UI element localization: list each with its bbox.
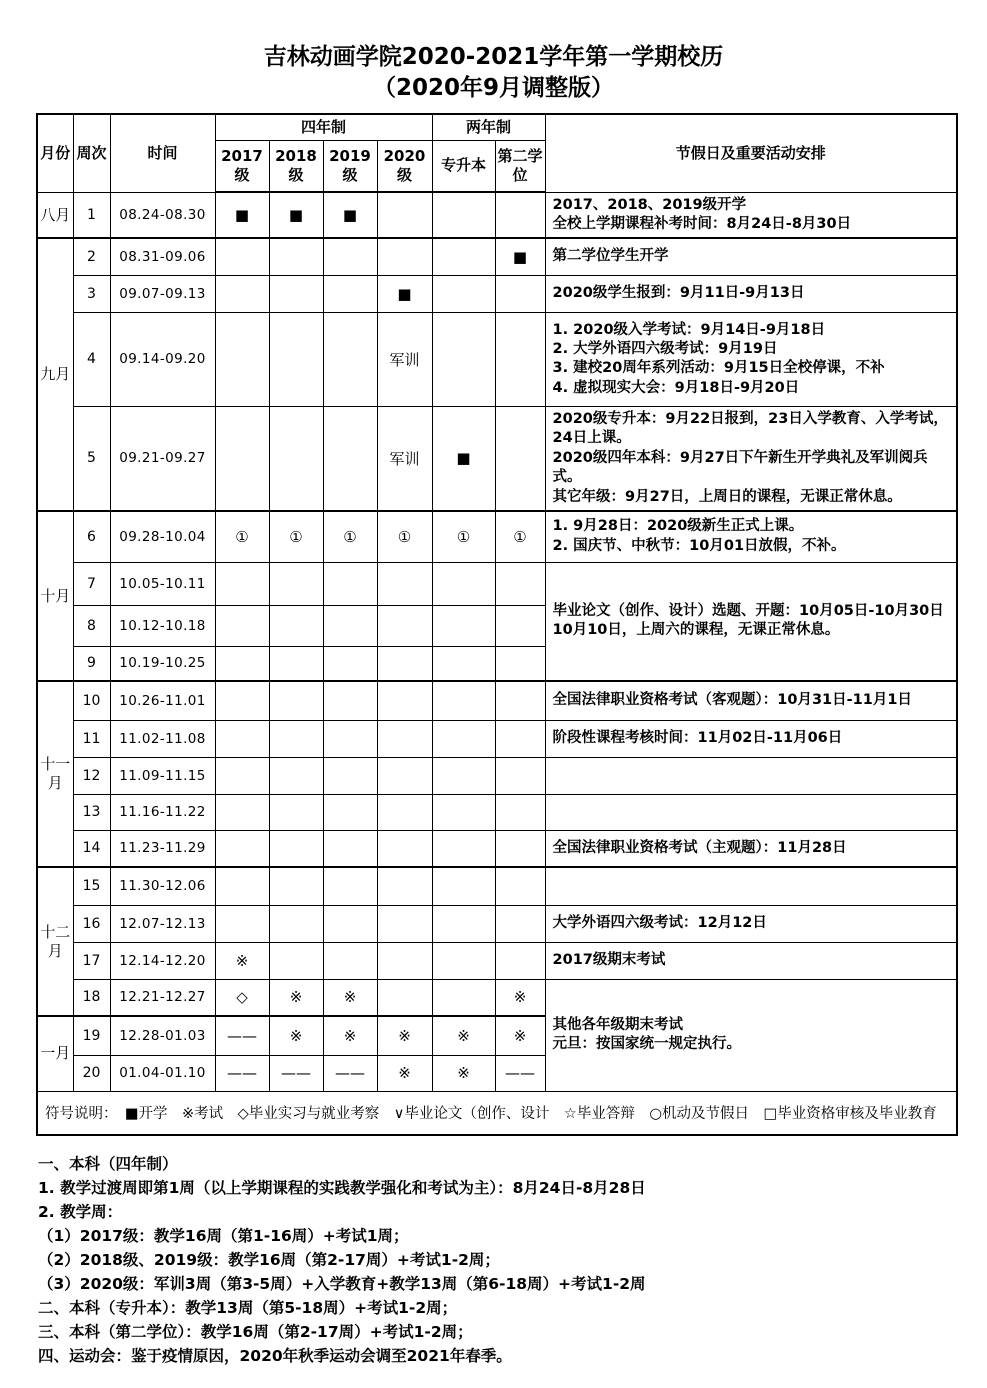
time-cell: 01.04-01.10 — [110, 1055, 215, 1091]
grade-mark-cell: 军训 — [377, 406, 432, 511]
grade-mark-cell — [377, 830, 432, 867]
grade-mark-cell — [215, 312, 269, 406]
note-cell — [545, 867, 957, 905]
grade-mark-cell: ① — [432, 511, 495, 562]
header-grade-2017级: 2017级 — [215, 140, 269, 192]
grade-mark-cell — [323, 238, 377, 275]
grade-mark-cell — [432, 681, 495, 720]
calendar-row-week-14 — [37, 830, 957, 867]
calendar-row-week-11 — [37, 720, 957, 757]
footnote-line: （1）2017级：教学16周（第1-16周）+考试1周； — [38, 1227, 409, 1246]
time-cell: 11.16-11.22 — [110, 794, 215, 830]
week-cell: 8 — [73, 605, 110, 646]
grade-mark-cell — [215, 605, 269, 646]
grade-mark-cell: ※ — [377, 1055, 432, 1091]
month-cell: 十二月 — [37, 867, 73, 1016]
grade-mark-cell: ■ — [269, 192, 323, 238]
grade-mark-cell: ※ — [323, 1016, 377, 1055]
grade-mark-cell — [495, 794, 545, 830]
time-cell: 08.31-09.06 — [110, 238, 215, 275]
calendar-table — [36, 113, 958, 1136]
grade-mark-cell — [269, 312, 323, 406]
footnote-line: 三、本科（第二学位）：教学16周（第2-17周）+考试1-2周； — [38, 1323, 473, 1342]
header-four-year: 四年制 — [215, 114, 432, 140]
grade-mark-cell: ※ — [269, 979, 323, 1016]
note-line: 3. 建校20周年系列活动：9月15日全校停课，不补 — [552, 360, 885, 377]
grade-mark-cell — [323, 275, 377, 312]
header-week: 周次 — [73, 114, 110, 192]
grade-mark-cell — [377, 867, 432, 905]
grade-mark-cell — [269, 562, 323, 605]
note-line: 第二学位学生开学 — [552, 248, 669, 265]
header-month: 月份 — [37, 114, 73, 192]
grade-mark-cell — [495, 562, 545, 605]
calendar-row-week-16 — [37, 905, 957, 942]
legend-cell: 符号说明： ■开学 ※考试 ◇毕业实习与就业考察 ∨毕业论文（创作、设计 ☆毕业答辩 ○机动及节假日 □毕业资格审核及毕业教育 — [37, 1091, 957, 1135]
time-cell: 09.28-10.04 — [110, 511, 215, 562]
note-cell — [545, 794, 957, 830]
note-line: 2020级四年本科：9月27日下午新生开学典礼及军训阅兵式。 — [552, 449, 928, 486]
grade-mark-cell — [215, 905, 269, 942]
note-line: 阶段性课程考核时间：11月02日-11月06日 — [552, 729, 843, 746]
note-line: 元旦：按国家统一规定执行。 — [552, 1036, 742, 1053]
grade-mark-cell: ※ — [432, 1055, 495, 1091]
grade-mark-cell — [495, 757, 545, 794]
week-cell: 1 — [73, 192, 110, 238]
grade-mark-cell — [215, 757, 269, 794]
grade-mark-cell — [215, 406, 269, 511]
time-cell: 12.14-12.20 — [110, 942, 215, 979]
time-cell: 10.19-10.25 — [110, 646, 215, 681]
week-cell: 4 — [73, 312, 110, 406]
grade-mark-cell — [323, 757, 377, 794]
note-cell — [545, 830, 957, 867]
grade-mark-cell — [269, 905, 323, 942]
grade-mark-cell: ※ — [377, 1016, 432, 1055]
calendar-row-week-4 — [37, 312, 957, 406]
week-cell: 18 — [73, 979, 110, 1016]
grade-mark-cell: ※ — [495, 1016, 545, 1055]
note-cell — [545, 562, 957, 681]
grade-mark-cell — [377, 757, 432, 794]
grade-mark-cell — [215, 867, 269, 905]
calendar-body — [37, 192, 957, 1135]
calendar-row-week-6 — [37, 511, 957, 562]
month-cell: 一月 — [37, 1016, 73, 1091]
note-cell — [545, 681, 957, 720]
grade-mark-cell — [269, 646, 323, 681]
grade-mark-cell — [323, 867, 377, 905]
note-cell — [545, 905, 957, 942]
time-cell: 11.09-11.15 — [110, 757, 215, 794]
grade-mark-cell — [432, 830, 495, 867]
note-line: 其他各年级期末考试 — [552, 1016, 684, 1033]
footnote-line: （3）2020级：军训3周（第3-5周）+入学教育+教学13周（第6-18周）+考试1-2周 — [38, 1275, 646, 1294]
week-cell: 5 — [73, 406, 110, 511]
calendar-row-week-2 — [37, 238, 957, 275]
grade-mark-cell — [377, 192, 432, 238]
grade-mark-cell: ◇ — [215, 979, 269, 1016]
grade-mark-cell — [432, 562, 495, 605]
note-line: 2020级专升本：9月22日报到，23日入学教育、入学考试，24日上课。 — [552, 410, 948, 447]
grade-mark-cell — [432, 942, 495, 979]
grade-mark-cell — [432, 720, 495, 757]
week-cell: 16 — [73, 905, 110, 942]
note-cell — [545, 312, 957, 406]
grade-mark-cell — [215, 830, 269, 867]
note-line: 2. 大学外语四六级考试：9月19日 — [552, 341, 778, 358]
week-cell: 9 — [73, 646, 110, 681]
note-line: 1. 9月28日：2020级新生正式上课。 — [552, 518, 804, 535]
note-cell — [545, 757, 957, 794]
grade-mark-cell — [323, 406, 377, 511]
week-cell: 11 — [73, 720, 110, 757]
header-col-0: 专升本 — [432, 140, 495, 192]
note-line: 1. 2020级入学考试：9月14日-9月18日 — [552, 321, 826, 338]
grade-mark-cell — [495, 942, 545, 979]
week-cell: 6 — [73, 511, 110, 562]
grade-mark-cell — [323, 312, 377, 406]
footnote-line: 2. 教学周： — [38, 1203, 123, 1222]
note-cell — [545, 238, 957, 275]
time-cell: 10.26-11.01 — [110, 681, 215, 720]
grade-mark-cell — [432, 275, 495, 312]
grade-mark-cell — [269, 406, 323, 511]
note-line: 大学外语四六级考试：12月12日 — [552, 914, 767, 931]
grade-mark-cell: ※ — [432, 1016, 495, 1055]
grade-mark-cell — [495, 312, 545, 406]
time-cell: 10.12-10.18 — [110, 605, 215, 646]
grade-mark-cell — [432, 312, 495, 406]
grade-mark-cell — [269, 942, 323, 979]
grade-mark-cell — [495, 406, 545, 511]
note-cell — [545, 406, 957, 511]
grade-mark-cell — [432, 979, 495, 1016]
page-title — [0, 0, 987, 104]
week-cell: 17 — [73, 942, 110, 979]
grade-mark-cell — [323, 605, 377, 646]
note-line: 2017、2018、2019级开学 — [552, 196, 747, 213]
grade-mark-cell — [495, 830, 545, 867]
week-cell: 2 — [73, 238, 110, 275]
calendar-row-week-1 — [37, 192, 957, 238]
grade-mark-cell — [495, 681, 545, 720]
month-cell: 八月 — [37, 192, 73, 238]
grade-mark-cell: ※ — [269, 1016, 323, 1055]
grade-mark-cell — [215, 681, 269, 720]
grade-mark-cell: ① — [495, 511, 545, 562]
grade-mark-cell: ※ — [323, 979, 377, 1016]
grade-mark-cell — [432, 646, 495, 681]
week-cell: 15 — [73, 867, 110, 905]
grade-mark-cell — [377, 646, 432, 681]
grade-mark-cell — [215, 720, 269, 757]
grade-mark-cell — [377, 794, 432, 830]
calendar-row-week-13 — [37, 794, 957, 830]
grade-mark-cell — [495, 867, 545, 905]
month-cell: 十一月 — [37, 681, 73, 867]
grade-mark-cell — [269, 720, 323, 757]
note-cell — [545, 720, 957, 757]
time-cell: 09.14-09.20 — [110, 312, 215, 406]
time-cell: 12.21-12.27 — [110, 979, 215, 1016]
grade-mark-cell — [323, 720, 377, 757]
header-grade-2018级: 2018级 — [269, 140, 323, 192]
calendar-row-week-5 — [37, 406, 957, 511]
grade-mark-cell — [215, 238, 269, 275]
grade-mark-cell — [323, 646, 377, 681]
calendar-row-week-17 — [37, 942, 957, 979]
grade-mark-cell — [269, 681, 323, 720]
grade-mark-cell: —— — [215, 1016, 269, 1055]
grade-mark-cell — [215, 275, 269, 312]
grade-mark-cell — [495, 275, 545, 312]
grade-mark-cell: ① — [215, 511, 269, 562]
week-cell: 7 — [73, 562, 110, 605]
footnotes — [38, 1152, 948, 1368]
note-line: 4. 虚拟现实大会：9月18日-9月20日 — [552, 379, 800, 396]
footnote-line: 二、本科（专升本）：教学13周（第5-18周）+考试1-2周； — [38, 1299, 458, 1318]
grade-mark-cell — [377, 905, 432, 942]
grade-mark-cell — [377, 942, 432, 979]
grade-mark-cell: —— — [323, 1055, 377, 1091]
grade-mark-cell — [377, 979, 432, 1016]
grade-mark-cell — [323, 942, 377, 979]
calendar-row-week-12 — [37, 757, 957, 794]
note-line: 2020级学生报到：9月11日-9月13日 — [552, 285, 805, 302]
grade-mark-cell — [215, 646, 269, 681]
grade-mark-cell — [269, 238, 323, 275]
legend-row — [37, 1091, 957, 1135]
note-cell — [545, 511, 957, 562]
note-line: 2. 国庆节、中秋节：10月01日放假，不补。 — [552, 537, 846, 554]
time-cell: 09.21-09.27 — [110, 406, 215, 511]
grade-mark-cell — [495, 605, 545, 646]
week-cell: 3 — [73, 275, 110, 312]
grade-mark-cell — [215, 794, 269, 830]
week-cell: 10 — [73, 681, 110, 720]
footnote-line: （2）2018级、2019级：教学16周（第2-17周）+考试1-2周； — [38, 1251, 500, 1270]
grade-mark-cell — [323, 905, 377, 942]
grade-mark-cell: ■ — [495, 238, 545, 275]
grade-mark-cell — [432, 757, 495, 794]
grade-mark-cell: ■ — [215, 192, 269, 238]
note-cell — [545, 275, 957, 312]
time-cell: 10.05-10.11 — [110, 562, 215, 605]
note-line: 其它年级：9月27日，上周日的课程，无课正常休息。 — [552, 488, 902, 505]
note-line: 全国法律职业资格考试（客观题）：10月31日-11月1日 — [552, 692, 912, 709]
grade-mark-cell — [377, 238, 432, 275]
grade-mark-cell: ① — [377, 511, 432, 562]
grade-mark-cell — [323, 681, 377, 720]
header-grade-2019级: 2019级 — [323, 140, 377, 192]
grade-mark-cell — [269, 605, 323, 646]
time-cell: 12.07-12.13 — [110, 905, 215, 942]
note-line: 毕业论文（创作、设计）选题、开题：10月05日-10月30日 — [552, 602, 944, 619]
header-two-year: 两年制 — [432, 114, 545, 140]
time-cell: 12.28-01.03 — [110, 1016, 215, 1055]
grade-mark-cell — [323, 562, 377, 605]
grade-mark-cell — [432, 605, 495, 646]
grade-mark-cell: ■ — [323, 192, 377, 238]
calendar-head — [37, 114, 957, 192]
grade-mark-cell — [269, 830, 323, 867]
grade-mark-cell — [495, 192, 545, 238]
grade-mark-cell — [323, 830, 377, 867]
header-grade-2020级: 2020级 — [377, 140, 432, 192]
time-cell: 09.07-09.13 — [110, 275, 215, 312]
grade-mark-cell: ■ — [432, 406, 495, 511]
grade-mark-cell — [269, 867, 323, 905]
grade-mark-cell — [495, 720, 545, 757]
week-cell: 13 — [73, 794, 110, 830]
time-cell: 11.23-11.29 — [110, 830, 215, 867]
note-line: 2017级期末考试 — [552, 951, 666, 968]
grade-mark-cell: —— — [269, 1055, 323, 1091]
title-line-2: （2020年9月调整版） — [372, 75, 615, 102]
footnote-line: 1. 教学过渡周即第1周（以上学期课程的实践教学强化和考试为主）：8月24日-8月28日 — [38, 1179, 646, 1198]
grade-mark-cell — [377, 720, 432, 757]
calendar-row-week-18 — [37, 979, 957, 1016]
grade-mark-cell: ① — [323, 511, 377, 562]
calendar-row-week-15 — [37, 867, 957, 905]
grade-mark-cell — [432, 905, 495, 942]
grade-mark-cell — [269, 794, 323, 830]
grade-mark-cell — [432, 238, 495, 275]
grade-mark-cell: ① — [269, 511, 323, 562]
note-line: 10月10日，上周六的课程，无课正常休息。 — [552, 622, 840, 639]
month-cell: 十月 — [37, 511, 73, 681]
time-cell: 11.30-12.06 — [110, 867, 215, 905]
grade-mark-cell — [377, 605, 432, 646]
grade-mark-cell — [269, 757, 323, 794]
grade-mark-cell — [377, 681, 432, 720]
note-cell — [545, 942, 957, 979]
grade-mark-cell: ※ — [215, 942, 269, 979]
grade-mark-cell — [432, 794, 495, 830]
note-cell — [545, 979, 957, 1091]
header-notes: 节假日及重要活动安排 — [545, 114, 957, 192]
grade-mark-cell: 军训 — [377, 312, 432, 406]
grade-mark-cell — [323, 794, 377, 830]
header-col-1: 第二学位 — [495, 140, 545, 192]
month-cell: 九月 — [37, 238, 73, 511]
time-cell: 08.24-08.30 — [110, 192, 215, 238]
grade-mark-cell — [495, 905, 545, 942]
time-cell: 11.02-11.08 — [110, 720, 215, 757]
week-cell: 19 — [73, 1016, 110, 1055]
footnote-line: 一、本科（四年制） — [38, 1155, 178, 1174]
grade-mark-cell: ※ — [495, 979, 545, 1016]
title-line-1: 吉林动画学院2020-2021学年第一学期校历 — [263, 44, 724, 70]
grade-mark-cell — [432, 867, 495, 905]
week-cell: 20 — [73, 1055, 110, 1091]
grade-mark-cell: —— — [495, 1055, 545, 1091]
grade-mark-cell — [269, 275, 323, 312]
calendar-row-week-10 — [37, 681, 957, 720]
calendar-row-week-7 — [37, 562, 957, 605]
note-cell — [545, 192, 957, 238]
grade-mark-cell — [377, 562, 432, 605]
grade-mark-cell — [215, 562, 269, 605]
footnote-line: 四、运动会：鉴于疫情原因，2020年秋季运动会调至2021年春季。 — [38, 1347, 512, 1366]
header-time: 时间 — [110, 114, 215, 192]
grade-mark-cell — [495, 646, 545, 681]
grade-mark-cell: ■ — [377, 275, 432, 312]
note-line: 全国法律职业资格考试（主观题）：11月28日 — [552, 839, 847, 856]
grade-mark-cell — [432, 192, 495, 238]
week-cell: 12 — [73, 757, 110, 794]
grade-mark-cell: —— — [215, 1055, 269, 1091]
note-line: 全校上学期课程补考时间：8月24日-8月30日 — [552, 216, 852, 233]
calendar-row-week-3 — [37, 275, 957, 312]
week-cell: 14 — [73, 830, 110, 867]
